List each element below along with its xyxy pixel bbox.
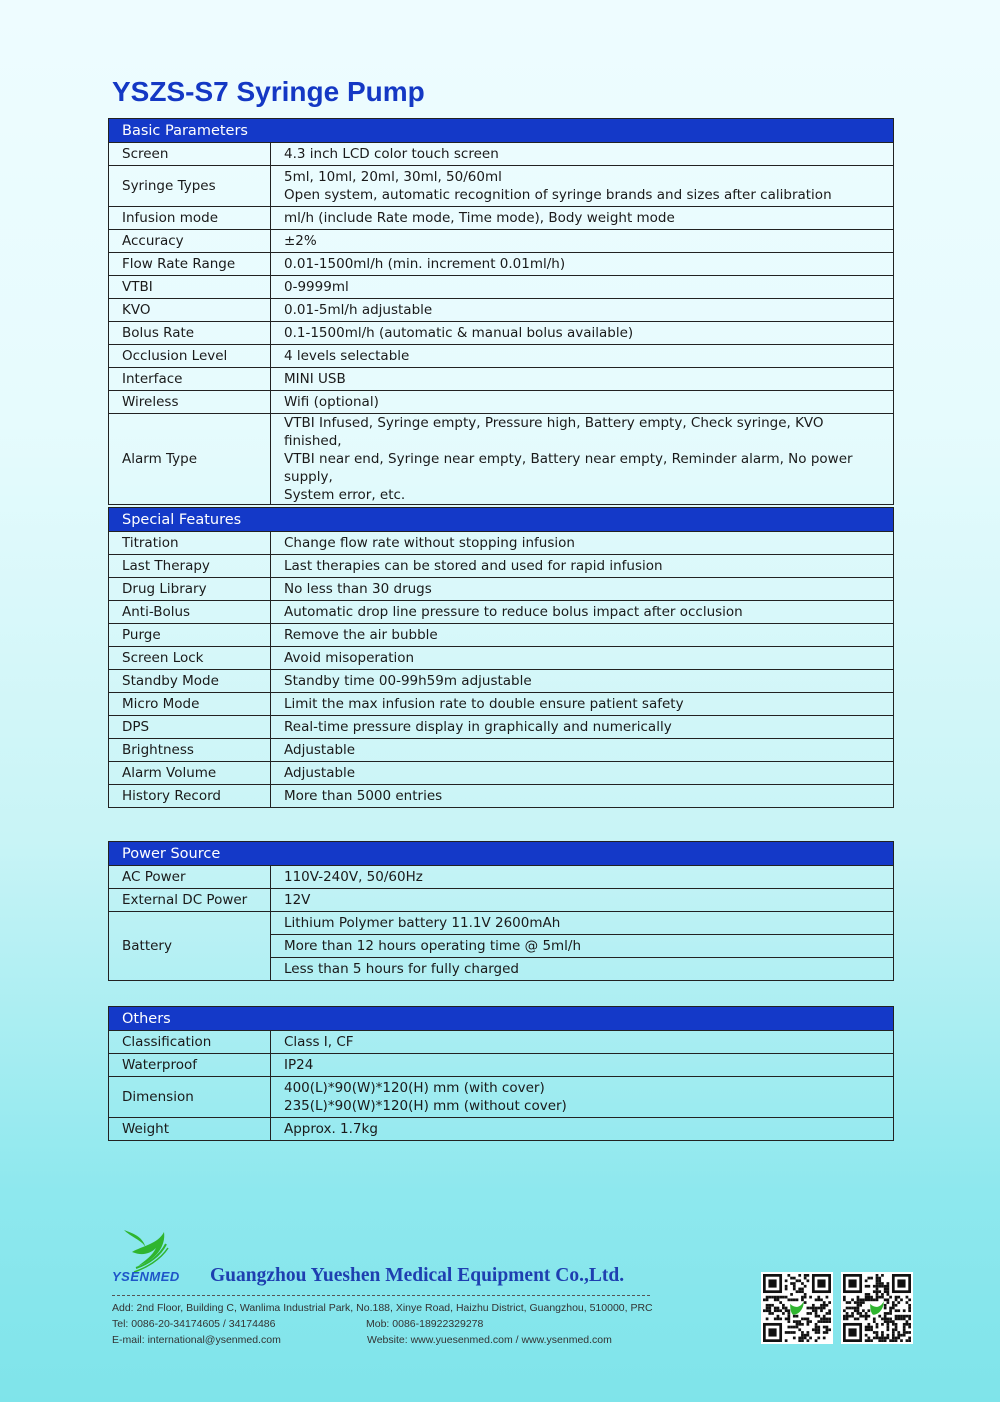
- row-value: [271, 1054, 894, 1077]
- row-value: 110V-240V, 50/60Hz: [271, 866, 894, 889]
- row-label: Last Therapy: [109, 555, 271, 578]
- row-label: Occlusion Level: [109, 345, 271, 368]
- row-label: Syringe Types: [109, 166, 271, 207]
- table-row: [109, 1077, 894, 1118]
- section-header: Others: [109, 1007, 894, 1031]
- value-line: VTBI Infused, Syringe empty, Pressure high, Battery empty, Check syringe, KVO finished,: [284, 415, 824, 449]
- table-row: [109, 345, 894, 368]
- value-line: Last therapies can be stored and used for rapid infusion: [284, 558, 663, 574]
- qr-code-icon: [841, 1272, 913, 1344]
- row-value: [271, 647, 894, 670]
- value-line: 0-9999ml: [284, 279, 349, 295]
- table-row: [109, 322, 894, 345]
- row-value: [271, 276, 894, 299]
- row-value: [271, 230, 894, 253]
- row-value: [271, 345, 894, 368]
- email[interactable]: E-mail: international@ysenmed.com: [112, 1334, 281, 1346]
- table-row: [109, 368, 894, 391]
- value-line: Wifi (optional): [284, 394, 379, 410]
- table-row: [109, 624, 894, 647]
- table-row: [109, 276, 894, 299]
- power-source-table: [108, 841, 894, 981]
- row-value: [271, 166, 894, 207]
- table-row: [109, 391, 894, 414]
- table-row: [109, 532, 894, 555]
- table-row: [109, 555, 894, 578]
- telephone: Tel: 0086-20-34174605 / 34174486: [112, 1318, 276, 1330]
- value-line: Automatic drop line pressure to reduce bolus impact after occlusion: [284, 604, 743, 620]
- section-header: Basic Parameters: [109, 119, 894, 143]
- others-table: [108, 1006, 894, 1141]
- row-value: More than 12 hours operating time @ 5ml/h: [271, 935, 894, 958]
- value-line: Avoid misoperation: [284, 650, 415, 666]
- value-line: MINI USB: [284, 371, 346, 387]
- row-value: [271, 391, 894, 414]
- value-line: More than 5000 entries: [284, 788, 443, 804]
- row-label: Bolus Rate: [109, 322, 271, 345]
- value-line: 4.3 inch LCD color touch screen: [284, 146, 499, 162]
- row-label: VTBI: [109, 276, 271, 299]
- row-label: Purge: [109, 624, 271, 647]
- row-label: Screen Lock: [109, 647, 271, 670]
- table-row: [109, 866, 894, 889]
- row-label: External DC Power: [109, 889, 271, 912]
- value-line: Real-time pressure display in graphically and numerically: [284, 719, 672, 735]
- basic-parameters-table: [108, 118, 894, 505]
- special-features-table: [108, 507, 894, 808]
- value-line: Limit the max infusion rate to double ensure patient safety: [284, 696, 684, 712]
- qr-code-icon: [761, 1272, 833, 1344]
- row-label: Standby Mode: [109, 670, 271, 693]
- table-row: [109, 647, 894, 670]
- row-label: Classification: [109, 1031, 271, 1054]
- table-row: [109, 762, 894, 785]
- table-row: [109, 889, 894, 912]
- row-value: [271, 143, 894, 166]
- row-value: Less than 5 hours for fully charged: [271, 958, 894, 981]
- company-name: Guangzhou Yueshen Medical Equipment Co.,Ltd.: [210, 1265, 625, 1286]
- value-line: 4 levels selectable: [284, 348, 410, 364]
- row-label: KVO: [109, 299, 271, 322]
- row-label: Micro Mode: [109, 693, 271, 716]
- table-row: [109, 414, 894, 505]
- table-row: [109, 693, 894, 716]
- value-line: Adjustable: [284, 742, 356, 758]
- row-value: [271, 1077, 894, 1118]
- section-header: Special Features: [109, 508, 894, 532]
- address: Add: 2nd Floor, Building C, Wanlima Industrial Park, No.188, Xinye Road, Haizhu District, Guangzhou, 510000, PRC: [112, 1302, 653, 1314]
- value-line: ml/h (include Rate mode, Time mode), Body weight mode: [284, 210, 675, 226]
- row-value: [271, 555, 894, 578]
- row-label: Drug Library: [109, 578, 271, 601]
- table-row: [109, 1031, 894, 1054]
- table-row: [109, 143, 894, 166]
- row-value: [271, 368, 894, 391]
- value-line: 400(L)*90(W)*120(H) mm (with cover): [284, 1080, 545, 1096]
- row-label: Accuracy: [109, 230, 271, 253]
- value-line: Open system, automatic recognition of syringe brands and sizes after calibration: [284, 187, 832, 203]
- row-value: Lithium Polymer battery 11.1V 2600mAh: [271, 912, 894, 935]
- row-value: [271, 1031, 894, 1054]
- value-line: No less than 30 drugs: [284, 581, 432, 597]
- table-row: [109, 716, 894, 739]
- row-value: [271, 693, 894, 716]
- mobile: Mob: 0086-18922329278: [366, 1318, 484, 1330]
- row-value: [271, 322, 894, 345]
- table-row: [109, 912, 894, 935]
- table-row: [109, 670, 894, 693]
- table-row: [109, 578, 894, 601]
- row-value: [271, 785, 894, 808]
- brand-name: YSENMED: [112, 1269, 180, 1284]
- value-line: 0.01-1500ml/h (min. increment 0.01ml/h): [284, 256, 566, 272]
- value-line: Remove the air bubble: [284, 627, 438, 643]
- value-line: Standby time 00-99h59m adjustable: [284, 673, 532, 689]
- value-line: IP24: [284, 1057, 314, 1073]
- row-label: History Record: [109, 785, 271, 808]
- website[interactable]: Website: www.yuesenmed.com / www.ysenmed.com: [367, 1334, 612, 1346]
- value-line: VTBI near end, Syringe near empty, Battery near empty, Reminder alarm, No power supply,: [284, 451, 853, 485]
- row-label: Wireless: [109, 391, 271, 414]
- value-line: System error, etc.: [284, 487, 406, 503]
- row-value: [271, 1118, 894, 1141]
- row-value: [271, 716, 894, 739]
- table-row: [109, 1118, 894, 1141]
- row-label: Waterproof: [109, 1054, 271, 1077]
- value-line: 0.01-5ml/h adjustable: [284, 302, 433, 318]
- row-label: Battery: [109, 912, 271, 981]
- row-value: [271, 739, 894, 762]
- table-row: [109, 230, 894, 253]
- row-value: 12V: [271, 889, 894, 912]
- table-row: [109, 739, 894, 762]
- table-row: [109, 785, 894, 808]
- row-label: Weight: [109, 1118, 271, 1141]
- table-row: [109, 166, 894, 207]
- page-title: YSZS-S7 Syringe Pump: [112, 76, 425, 107]
- section-header: Power Source: [109, 842, 894, 866]
- row-label: Infusion mode: [109, 207, 271, 230]
- row-value: [271, 624, 894, 647]
- table-row: [109, 299, 894, 322]
- table-row: [109, 207, 894, 230]
- row-value: [271, 578, 894, 601]
- value-line: ±2%: [284, 233, 317, 249]
- row-value: [271, 207, 894, 230]
- row-label: Interface: [109, 368, 271, 391]
- row-value: [271, 762, 894, 785]
- value-line: Change flow rate without stopping infusion: [284, 535, 575, 551]
- row-label: Brightness: [109, 739, 271, 762]
- value-line: 5ml, 10ml, 20ml, 30ml, 50/60ml: [284, 169, 502, 185]
- value-line: Class I, CF: [284, 1034, 354, 1050]
- row-value: [271, 253, 894, 276]
- value-line: Approx. 1.7kg: [284, 1121, 378, 1137]
- row-label: AC Power: [109, 866, 271, 889]
- row-value: [271, 601, 894, 624]
- value-line: Adjustable: [284, 765, 356, 781]
- row-label: Dimension: [109, 1077, 271, 1118]
- row-value: [271, 670, 894, 693]
- row-value: [271, 532, 894, 555]
- row-label: Alarm Volume: [109, 762, 271, 785]
- value-line: 0.1-1500ml/h (automatic & manual bolus available): [284, 325, 634, 341]
- row-label: Screen: [109, 143, 271, 166]
- table-row: [109, 1054, 894, 1077]
- row-label: Alarm Type: [109, 414, 271, 505]
- table-row: [109, 253, 894, 276]
- table-row: [109, 601, 894, 624]
- row-value: [271, 299, 894, 322]
- divider: [112, 1295, 650, 1296]
- row-label: DPS: [109, 716, 271, 739]
- row-value: [271, 414, 894, 505]
- row-label: Anti-Bolus: [109, 601, 271, 624]
- row-label: Flow Rate Range: [109, 253, 271, 276]
- value-line: 235(L)*90(W)*120(H) mm (without cover): [284, 1098, 567, 1114]
- row-label: Titration: [109, 532, 271, 555]
